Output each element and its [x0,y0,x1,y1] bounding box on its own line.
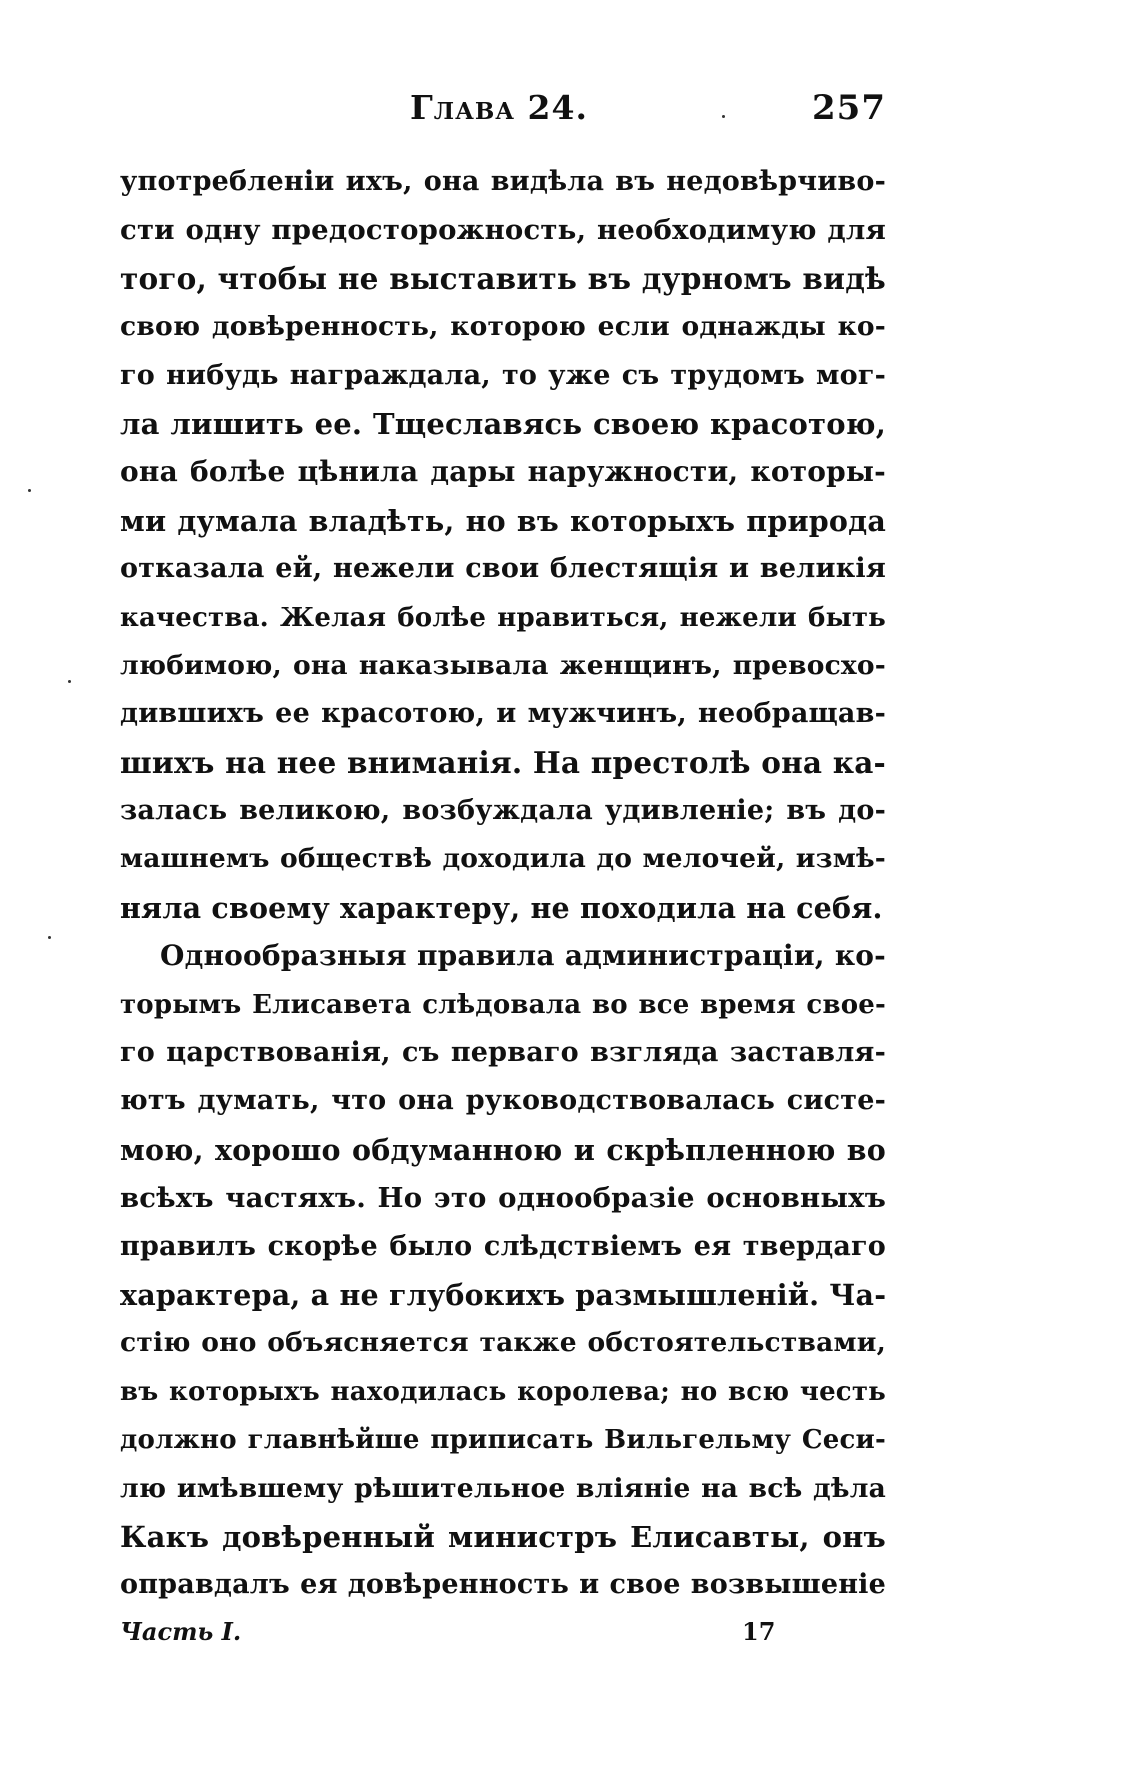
running-head: Глава 24. [410,88,588,127]
print-speck [28,489,31,492]
text-line: торымъ Елисавета слѣдовала во все время свое- [120,989,886,1020]
text-line: всѣхъ частяхъ. Но это однообразіе основныхъ [120,1182,886,1215]
text-line: ми думала владѣть, но въ которыхъ природа [120,503,886,538]
page-footer [120,1617,886,1657]
text-line: отказала ей, нежели свои блестящія и великія [120,553,886,585]
text-line: правилъ скорѣе было слѣдствіемъ ея твердаго [120,1230,886,1262]
text-line: должно главнѣйше приписать Вильгельму Сеси- [120,1425,886,1456]
text-line: употребленіи ихъ, она видѣла въ недовѣрчиво- [120,166,886,197]
page-header [120,88,886,138]
text-line: характера, а не глубокихъ размышленій. Ча- [120,1277,887,1312]
text-line: ютъ думать, что она руководствовалась систе- [120,1085,886,1117]
text-line: качества. Желая болѣе нравиться, нежели быть [120,602,886,633]
text-line: любимою, она наказывала женщинъ, превосхо- [120,649,886,681]
page-number: 257 [812,88,886,128]
text-line: го нибудь награждала, то уже съ трудомъ мог- [120,359,886,391]
text-line: сти одну предосторожность, необходимую для [120,214,886,247]
signature-mark: Часть I. [120,1617,242,1646]
print-speck [68,680,71,683]
text-line: того, чтобы не выставить въ дурномъ видѣ [120,260,886,296]
print-speck [48,936,51,939]
text-line: она болѣе цѣнила дары наружности, которы- [120,455,886,489]
text-line: ла лишить ее. Тщеславясь своею красотою, [120,406,886,441]
text-line: дившихъ ее красотою, и мужчинъ, необращав- [120,698,886,730]
body-text [120,158,886,1610]
text-line: го царствованія, съ перваго взгляда заставля- [120,1037,886,1069]
text-line: машнемъ обществѣ доходила до мелочей, измѣ- [120,843,886,875]
text-line: свою довѣренность, которою если однажды ко- [120,311,886,343]
text-line-paragraph-start: Однообразныя правила администраціи, ко- [160,939,886,973]
print-speck [722,115,725,118]
text-line: залась великою, возбуждала удивленіе; въ до- [120,795,886,827]
text-line: шихъ на нее вниманія. На престолѣ она ка- [120,744,886,780]
sheet-number: 17 [742,1617,776,1646]
text-line: оправдалъ ея довѣренность и свое возвышеніе [120,1569,886,1601]
text-line: няла своему характеру, не походила на себя. [120,890,883,925]
text-line: въ которыхъ находилась королева; но всю честь [120,1376,886,1407]
text-line: лю имѣвшему рѣшительное вліяніе на всѣ дѣла [120,1472,886,1504]
text-line: Какъ довѣренный министръ Елисавты, онъ [120,1519,886,1554]
text-line: стію оно объясняется также обстоятельствами, [120,1327,886,1359]
text-line: мою, хорошо обдуманною и скрѣпленною во [120,1132,886,1167]
